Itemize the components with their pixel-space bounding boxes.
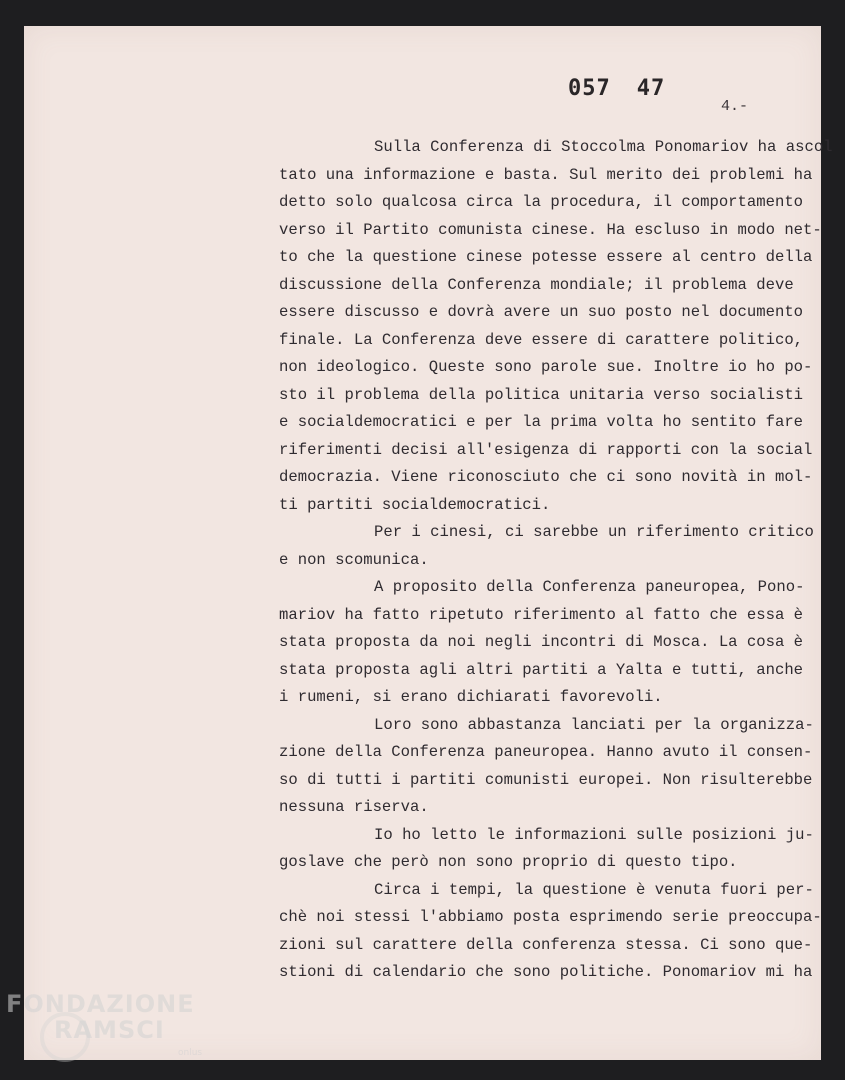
serial-part-1: 057 <box>568 76 611 101</box>
archive-serial-number <box>568 76 691 101</box>
watermark-line-2: RAMSCI <box>54 1016 165 1044</box>
text-line: sto il problema della politica unitaria verso socialisti <box>279 385 804 404</box>
text-line: riferimenti decisi all'esigenza di rapporti con la social <box>279 440 813 459</box>
text-line: zione della Conferenza paneuropea. Hanno avuto il consen- <box>279 743 813 761</box>
text-line: to che la questione cinese potesse essere al centro della <box>279 248 813 266</box>
text-line: Io ho letto le informazioni sulle posizioni ju- <box>374 825 814 844</box>
text-line: detto solo qualcosa circa la procedura, il comportamento <box>279 193 804 211</box>
text-line: stioni di calendario che sono politiche. Ponomariov mi ha <box>279 963 813 981</box>
page-number: 4.- <box>721 98 749 115</box>
text-line: verso il Partito comunista cinese. Ha escluso in modo net- <box>279 220 822 239</box>
text-line: essere discusso e dovrà avere un suo posto nel documento <box>279 303 804 321</box>
text-line: chè noi stessi l'abbiamo posta esprimendo serie preoccupa- <box>279 908 822 926</box>
typed-body-text <box>279 134 839 987</box>
text-line: ti partiti socialdemocratici. <box>279 495 551 514</box>
text-line: discussione della Conferenza mondiale; il problema deve <box>279 275 794 294</box>
text-line: finale. La Conferenza deve essere di carattere politico, <box>279 330 804 349</box>
text-line: so di tutti i partiti comunisti europei. Non risulterebbe <box>279 770 813 789</box>
watermark-line-1: FONDAZIONE <box>6 990 195 1018</box>
text-line: Sulla Conferenza di Stoccolma Ponomariov ha ascol <box>374 138 833 156</box>
text-line: A proposito della Conferenza paneuropea, Pono- <box>374 578 805 596</box>
serial-part-2: 47 <box>636 76 666 101</box>
text-line: Per i cinesi, ci sarebbe un riferimento critico <box>374 523 814 541</box>
text-line: Circa i tempi, la questione è venuta fuori per- <box>374 880 814 899</box>
text-line: stata proposta da noi negli incontri di Mosca. La cosa è <box>279 633 804 651</box>
text-line: i rumeni, si erano dichiarati favorevoli. <box>279 688 663 706</box>
text-line: goslave che però non sono proprio di questo tipo. <box>279 853 738 871</box>
text-line: zioni sul carattere della conferenza stessa. Ci sono que- <box>279 935 813 954</box>
watermark-sub: onlus <box>178 1048 203 1058</box>
text-line: nessuna riserva. <box>279 798 429 816</box>
text-line: non ideologico. Queste sono parole sue. Inoltre io ho po- <box>279 358 813 376</box>
text-line: e socialdemocratici e per la prima volta ho sentito fare <box>279 413 804 431</box>
text-line: democrazia. Viene riconosciuto che ci sono novità in mol- <box>279 468 813 486</box>
text-line: Loro sono abbastanza lanciati per la organizza- <box>374 715 814 734</box>
text-line: stata proposta agli altri partiti a Yalta e tutti, anche <box>279 660 804 679</box>
text-line: mariov ha fatto ripetuto riferimento al fatto che essa è <box>279 605 804 624</box>
text-line: tato una informazione e basta. Sul merito dei problemi ha <box>279 165 813 184</box>
text-line: e non scomunica. <box>279 550 429 569</box>
fondazione-gramsci-watermark <box>6 990 226 1070</box>
document-page <box>24 26 833 1060</box>
